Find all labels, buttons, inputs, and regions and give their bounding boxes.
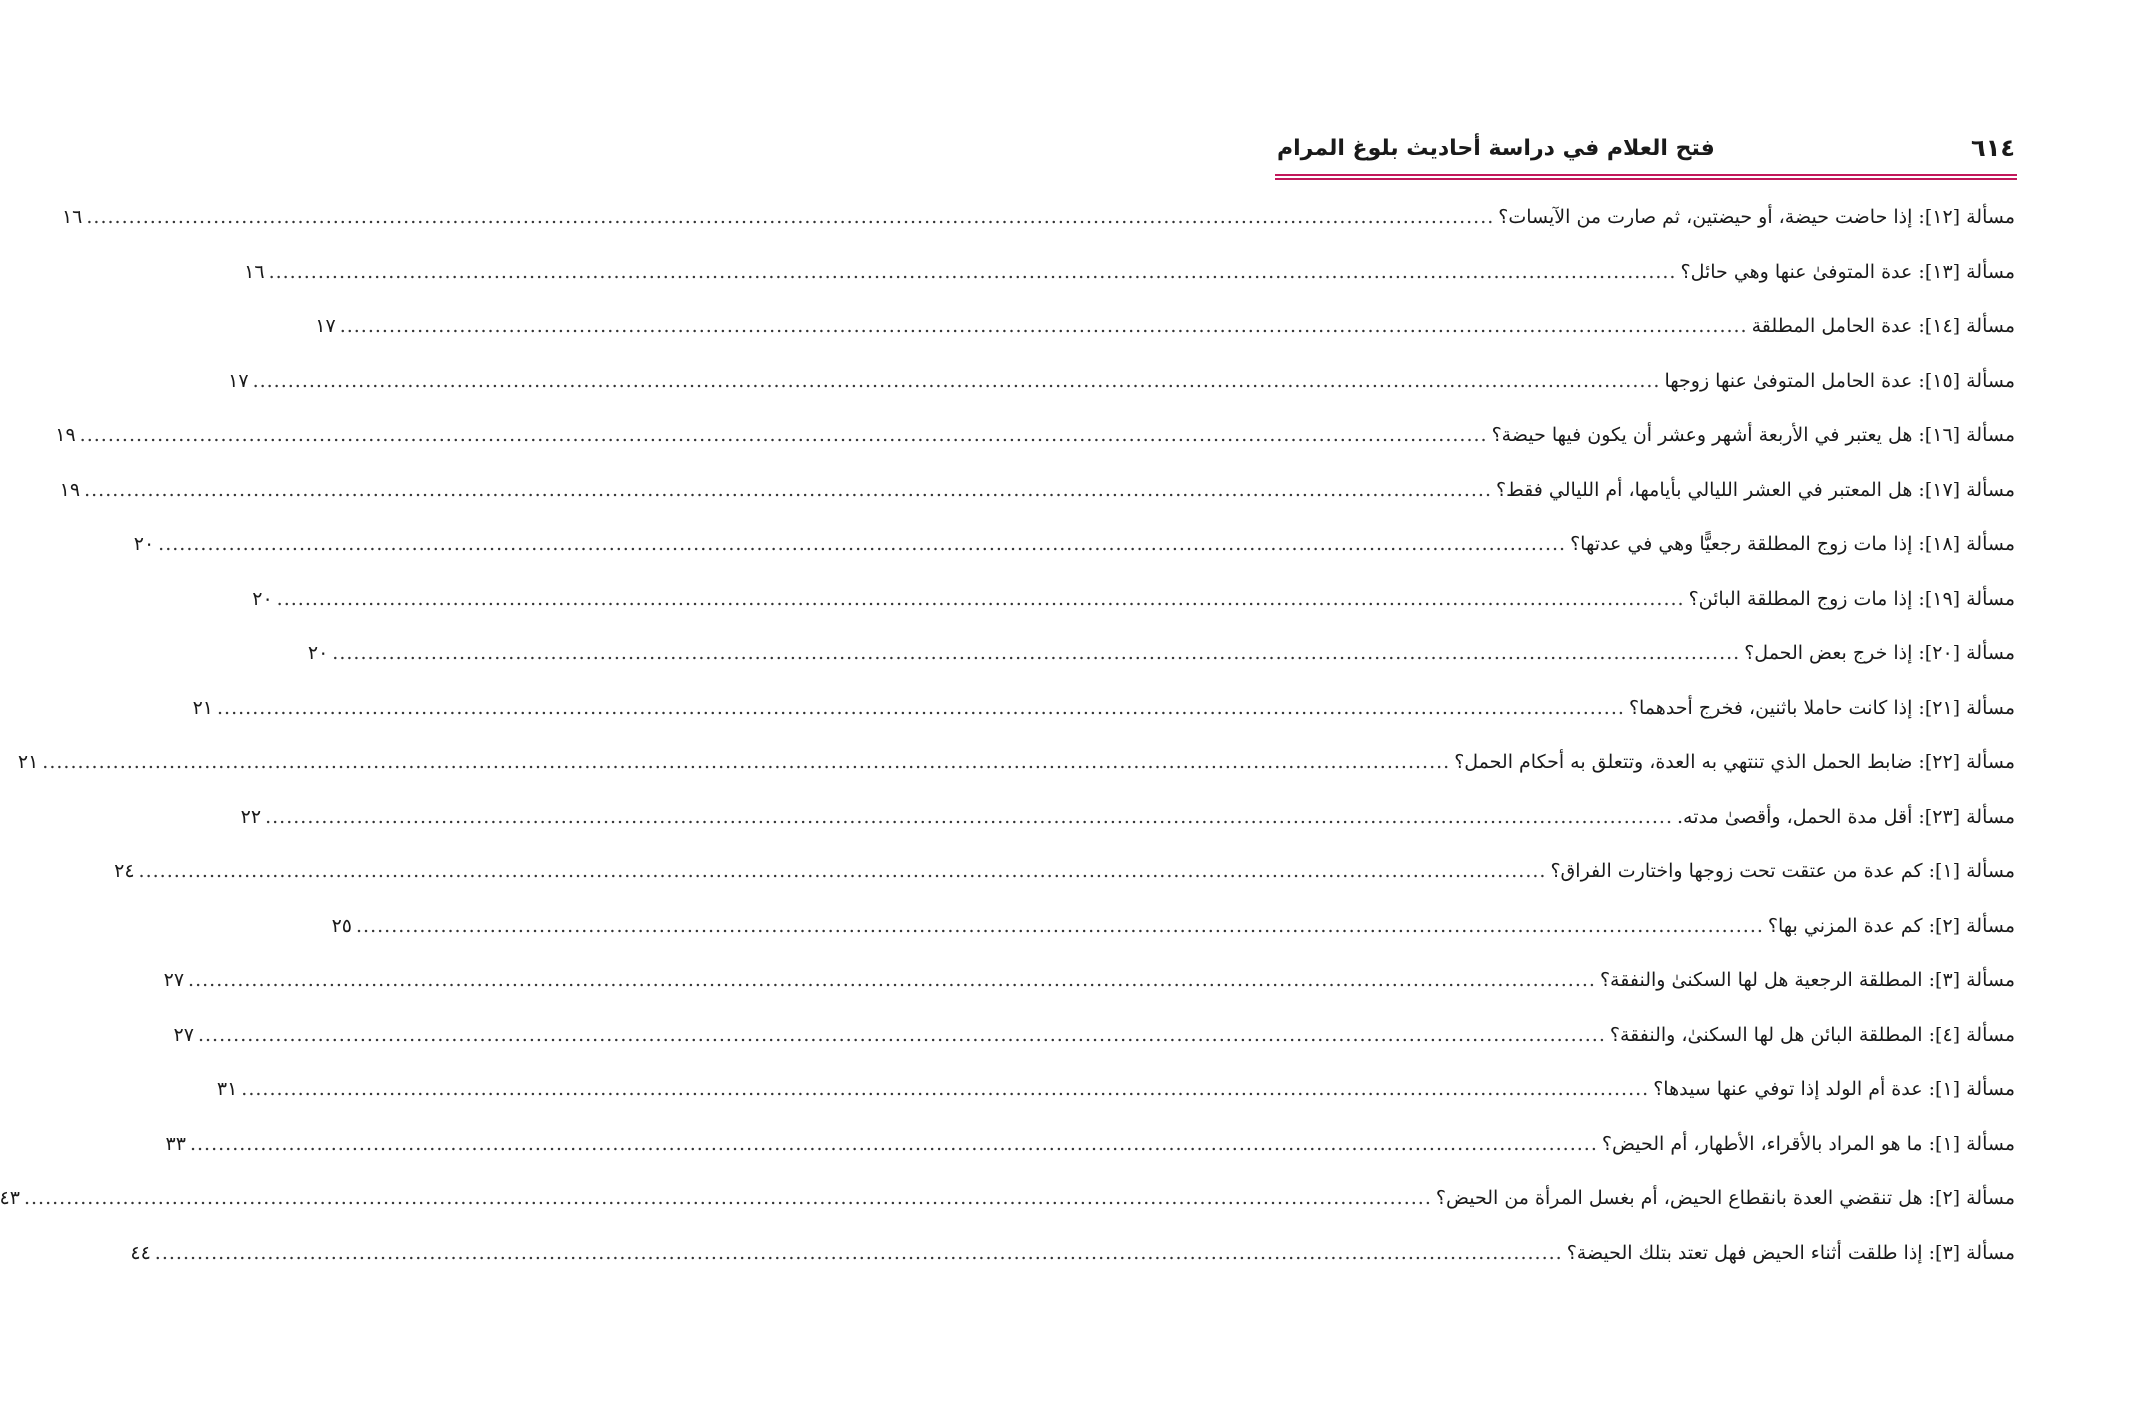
toc-leader-dots: ........................................................................................................................................................................................................: [217, 696, 1625, 719]
page-number: ٦١٤: [1971, 134, 2015, 162]
toc-entry-page: ٢٧: [173, 1023, 194, 1046]
toc-entry: [216, 1062, 2015, 1117]
toc-entry-page: ٢٠: [133, 533, 155, 556]
toc-entry-title: مسألة [١٨]: إذا مات زوج المطلقة رجعيًّا وهي في عدتها؟: [1570, 533, 2015, 556]
toc-entry-title: مسألة [١٧]: هل المعتبر في العشر الليالي بأيامها، أم الليالي فقط؟: [1496, 478, 2015, 501]
toc-leader-dots: ........................................................................................................................................................................................................: [339, 315, 1748, 338]
toc-entry-page: ٢٤: [114, 860, 135, 883]
toc-entry: [331, 899, 2015, 954]
toc-leader-dots: ........................................................................................................................................................................................................: [197, 1023, 1606, 1046]
toc-entry-page: ٢٠: [252, 587, 273, 610]
toc-leader-dots: ........................................................................................................................................................................................................: [241, 1078, 1650, 1101]
toc-leader-dots: ........................................................................................................................................................................................................: [158, 533, 1567, 556]
toc-entry-title: مسألة [٢]: كم عدة المزني بها؟: [1767, 914, 2015, 937]
toc-leader-dots: ........................................................................................................................................................................................................: [86, 206, 1495, 229]
toc-entry: [192, 681, 2015, 736]
toc-entry-page: ١٦: [244, 260, 265, 283]
toc-entry-title: مسألة [٣]: المطلقة الرجعية هل لها السكنىٰ والنفقة؟: [1599, 969, 2015, 992]
toc-entry: [133, 517, 2015, 572]
toc-entry: [165, 1117, 2015, 1172]
toc-leader-dots: ........................................................................................................................................................................................................: [84, 478, 1493, 501]
toc-entry-page: ١٩: [59, 478, 81, 501]
toc-entry-title: مسألة [٣]: إذا طلقت أثناء الحيض فهل تعتد بتلك الحيضة؟: [1566, 1241, 2015, 1264]
toc-entry: [0, 1171, 2015, 1226]
toc-entry-title: مسألة [١٩]: إذا مات زوج المطلقة البائن؟: [1688, 587, 2015, 610]
toc-entry: [163, 953, 2015, 1008]
toc-entry-page: ١٩: [55, 424, 76, 447]
toc-entry-title: مسألة [٤]: المطلقة البائن هل لها السكنىٰ، والنفقة؟: [1609, 1023, 2015, 1046]
toc-entry-title: مسألة [٢٣]: أقل مدة الحمل، وأقصىٰ مدته.: [1677, 805, 2015, 828]
toc-entry: [114, 844, 2015, 899]
toc-entry: [59, 463, 2015, 518]
page-header: [1277, 128, 2015, 168]
toc-leader-dots: ........................................................................................................................................................................................................: [332, 642, 1741, 665]
toc-entry: [315, 299, 2015, 354]
toc-leader-dots: ........................................................................................................................................................................................................: [188, 969, 1596, 992]
toc-entry-title: مسألة [١٤]: عدة الحامل المطلقة: [1751, 315, 2015, 338]
toc-leader-dots: ........................................................................................................................................................................................................: [79, 424, 1488, 447]
toc-entry-title: مسألة [١٥]: عدة الحامل المتوفىٰ عنها زوجها: [1664, 369, 2015, 392]
toc-entry-title: مسألة [٢٠]: إذا خرج بعض الحمل؟: [1744, 642, 2015, 665]
toc-entry-page: ٢١: [17, 751, 39, 774]
book-title: فتح العلام في دراسة أحاديث بلوغ المرام: [1277, 135, 1715, 161]
toc-entry: [173, 1008, 2015, 1063]
header-divider-bottom: [1275, 178, 2017, 180]
table-of-contents: [0, 190, 2015, 1280]
toc-entry: [252, 572, 2015, 627]
toc-entry-page: ٢٥: [331, 914, 352, 937]
toc-leader-dots: ........................................................................................................................................................................................................: [265, 805, 1673, 828]
toc-entry-page: ١٧: [228, 369, 249, 392]
toc-leader-dots: ........................................................................................................................................................................................................: [42, 751, 1451, 774]
toc-leader-dots: ........................................................................................................................................................................................................: [252, 369, 1661, 392]
toc-entry-page: ٢١: [192, 696, 214, 719]
toc-entry-page: ٢٧: [163, 969, 185, 992]
toc-leader-dots: ........................................................................................................................................................................................................: [356, 914, 1764, 937]
toc-entry: [228, 354, 2015, 409]
toc-entry-title: مسألة [١]: ما هو المراد بالأقراء، الأطهار، أم الحيض؟: [1601, 1132, 2015, 1155]
toc-entry-page: ٢٠: [307, 642, 329, 665]
toc-entry-page: ٣١: [216, 1078, 238, 1101]
toc-leader-dots: ........................................................................................................................................................................................................: [276, 587, 1685, 610]
toc-entry-page: ٤٣: [0, 1187, 20, 1210]
toc-entry-page: ١٦: [61, 206, 83, 229]
toc-entry-title: مسألة [١]: كم عدة من عتقت تحت زوجها واختارت الفراق؟: [1550, 860, 2015, 883]
toc-leader-dots: ........................................................................................................................................................................................................: [23, 1187, 1432, 1210]
toc-entry-page: ١٧: [315, 315, 336, 338]
toc-leader-dots: ........................................................................................................................................................................................................: [138, 860, 1547, 883]
toc-entry: [240, 790, 2015, 845]
toc-entry-page: ٤٤: [130, 1241, 151, 1264]
toc-entry: [61, 190, 2015, 245]
toc-entry: [17, 735, 2015, 790]
toc-leader-dots: ........................................................................................................................................................................................................: [189, 1132, 1598, 1155]
toc-entry-title: مسألة [١٦]: هل يعتبر في الأربعة أشهر وعشر أن يكون فيها حيضة؟: [1491, 424, 2015, 447]
toc-entry-title: مسألة [٢]: هل تنقضي العدة بانقطاع الحيض، أم بغسل المرأة من الحيض؟: [1435, 1187, 2015, 1210]
toc-entry: [244, 245, 2015, 300]
header-divider-top: [1275, 174, 2017, 176]
toc-leader-dots: ........................................................................................................................................................................................................: [154, 1241, 1563, 1264]
toc-leader-dots: ........................................................................................................................................................................................................: [268, 260, 1677, 283]
toc-entry-title: مسألة [١٣]: عدة المتوفىٰ عنها وهي حائل؟: [1680, 260, 2015, 283]
toc-entry: [55, 408, 2015, 463]
toc-entry-title: مسألة [٢٢]: ضابط الحمل الذي تنتهي به العدة، وتتعلق به أحكام الحمل؟: [1454, 751, 2015, 774]
toc-entry: [130, 1226, 2015, 1281]
toc-entry: [307, 626, 2015, 681]
toc-entry-page: ٢٢: [240, 805, 262, 828]
toc-entry-title: مسألة [١]: عدة أم الولد إذا توفي عنها سيدها؟: [1653, 1078, 2015, 1101]
toc-entry-title: مسألة [٢١]: إذا كانت حاملا باثنين، فخرج أحدهما؟: [1628, 696, 2015, 719]
toc-entry-title: مسألة [١٢]: إذا حاضت حيضة، أو حيضتين، ثم صارت من الآيسات؟: [1498, 206, 2015, 229]
toc-entry-page: ٣٣: [165, 1132, 186, 1155]
